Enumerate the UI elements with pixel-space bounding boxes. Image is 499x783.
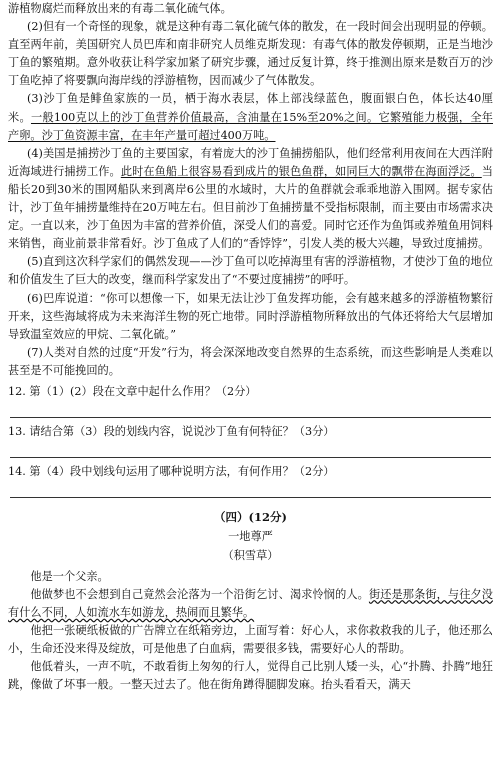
- paragraph-3-text: (3)沙丁鱼是鲱鱼家族的一员，栖于海水表层，体上部浅绿蓝色，腹面银白色，体长达40厘米。: [8, 92, 493, 124]
- article-paragraph-2: (2)但有一个奇怪的现象，就是这种有毒二氧化硫气体的散发，在一段时间会出现明显的停顿。直至两年前，美国研究人员巴库和南非研究人员维克斯发现：有毒气体的散发停顿期，正是当地沙丁鱼的繁殖期。意外收获让科学家加紧了研究步骤，通过反复计算，终于推测出原来是数百万的沙丁鱼吃掉了将要飘向海岸线的浮游植物，因而减少了气体散发。: [8, 20, 493, 88]
- story-title: 一地尊严: [228, 530, 273, 544]
- answer-line-13[interactable]: [10, 441, 491, 458]
- article-paragraph-1-tail: 游植物腐烂而释放出来的有毒二氧化硫气体。: [8, 2, 232, 15]
- paragraph-3-underlined: 一般100克以上的沙丁鱼营养价值最高，含油量在15%至20%之间。它繁殖能力极强，全年产卵。沙丁鱼资源丰富，在丰年产量可超过400万吨。: [8, 110, 493, 142]
- question-14: 14. 第（4）段中划线句运用了哪种说明方法，有何作用？（2分）: [8, 465, 335, 479]
- answer-line-14[interactable]: [10, 481, 491, 498]
- story-paragraph-4: 他低着头，一声不吭，不敢看街上匆匆的行人，觉得自己比别人矮一头，心“扑腾、扑腾”地狂跳，像做了坏事一般。一整天过去了。他在街角蹲得腿脚发麻。抬头看看天，满天: [8, 660, 493, 692]
- article-paragraph-4: [8, 145, 493, 254]
- story-paragraph-2-wavy: 街还是那条街，与往夕没有什么不同，人如流水车如游龙，热闹而且繁华。: [8, 587, 493, 619]
- story-paragraph-3: 他把一张硬纸板做的广告牌立在纸箱旁边，上面写着：好心人，求你救救我的儿子，他还那么小，生命还没来得及绽放，可是他患了白血病，需要很多钱，需要好心人的帮助。: [8, 623, 493, 655]
- article-paragraph-5: (5)直到这次科学家们的偶然发现——沙丁鱼可以吃掉海里有害的浮游植物，才使沙丁鱼的地位和价值发生了巨大的改变，继而科学家发出了“不要过度捕捞”的呼吁。: [8, 255, 493, 287]
- answer-line-12[interactable]: [10, 401, 491, 418]
- paragraph-4-text-start: (4)美国是捕捞沙丁鱼的主要国家，有着庞大的沙丁鱼捕捞船队，他们经常利用夜间在大西洋附近海域进行捕捞工作。: [8, 146, 493, 178]
- story-paragraph-2-text: 他做梦也不会想到自己竟然会沦落为一个沿街乞讨、渴求怜悯的人。: [30, 587, 369, 601]
- question-13: 13. 请结合第（3）段的划线内容，说说沙丁鱼有何特征？（3分）: [8, 425, 335, 439]
- story-author: （积雪草）: [222, 549, 279, 563]
- article-paragraph-6: (6)巴库说道：“你可以想像一下，如果无法让沙丁鱼发挥功能，会有越来越多的浮游植物繁衍开来，这些海域将成为未来海洋生物的死亡地带。同时浮游植物所释放出的气体还将给大气层增加导致温室效应的甲烷、二氧化硫。”: [8, 291, 493, 341]
- question-12: 12. 第（1）(2）段在文章中起什么作用？（2分）: [8, 384, 257, 398]
- paragraph-4-underlined: 此时在鱼船上很容易看到成片的银色鱼群，如同巨大的飘带在海面浮泛。: [120, 164, 482, 178]
- paragraph-4-text-end: 当船长20到30米的围网船队来到离岸6公里的水域时，大片的鱼群就会乖乖地游入围网。据专家估计，沙丁鱼年捕捞量维持在20万吨左右。但目前沙丁鱼捕捞量不受指标限制，而主要由市场需求决定。一直以来，沙丁鱼因为丰富的营养价值，深受人们的喜爱。同时它还作为鱼饵或养殖鱼用饲料来销售，商业前景非常看好。沙丁鱼成了人们的“香饽饽”，引发人类的极大兴趣，导致过度捕捞。: [8, 164, 493, 251]
- story-paragraph-1: 他是一个父亲。: [30, 569, 109, 583]
- section-title: （四）(12分): [214, 510, 287, 525]
- article-paragraph-7: (7)人类对自然的过度“开发”行为，将会深深地改变自然界的生态系统，而这些影响是人类难以甚至是不可能挽回的。: [8, 345, 493, 377]
- story-paragraph-2: [8, 586, 493, 622]
- article-paragraph-3: [8, 90, 493, 144]
